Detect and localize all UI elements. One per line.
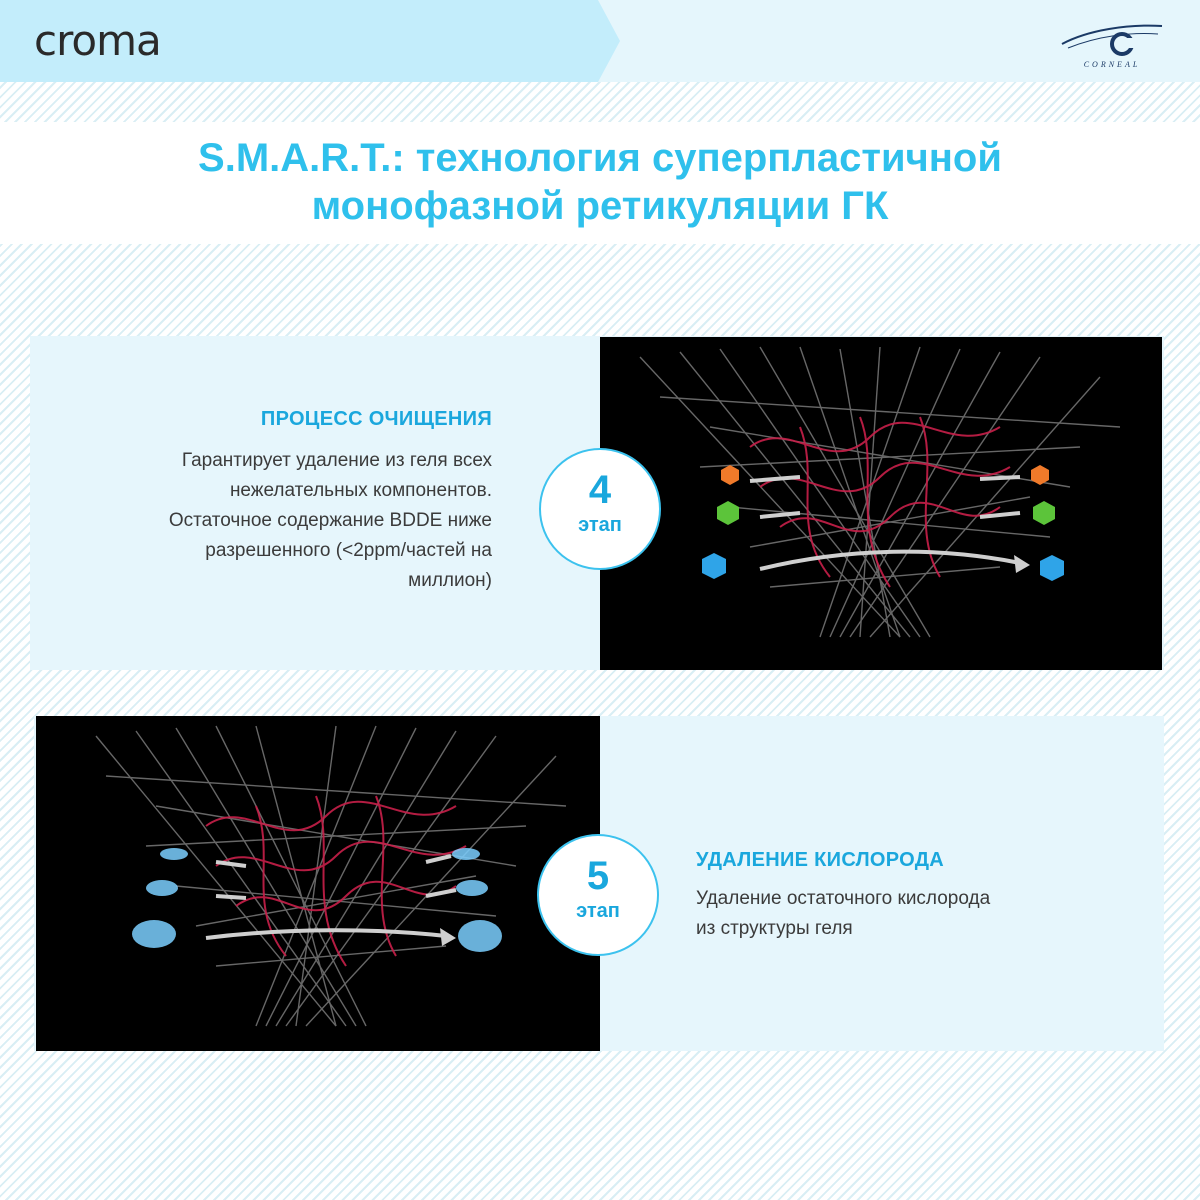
green-particle-left bbox=[717, 501, 739, 525]
blue-particle-right bbox=[1040, 555, 1064, 581]
corneal-logo[interactable] bbox=[1058, 12, 1166, 72]
arrowhead-3 bbox=[440, 928, 456, 946]
step-5-label: этап bbox=[576, 900, 620, 922]
arrow-right-1 bbox=[426, 856, 451, 862]
step-4-badge bbox=[539, 448, 661, 570]
arrow-left-2 bbox=[216, 896, 246, 898]
oxygen-right-1 bbox=[452, 848, 480, 860]
step-4-line-4: разрешенного (<2ppm/частей на bbox=[205, 540, 492, 561]
step-4-label: этап bbox=[578, 514, 622, 536]
oxygen-left-3 bbox=[132, 920, 176, 948]
mesh-graphic-4 bbox=[600, 337, 1162, 670]
arrow-left-1 bbox=[750, 477, 800, 481]
oxygen-removal-illustration bbox=[36, 716, 600, 1051]
green-particle-right bbox=[1033, 501, 1055, 525]
step-4-description bbox=[52, 446, 492, 596]
arrow-left-1 bbox=[216, 862, 246, 866]
page-title bbox=[0, 134, 1200, 230]
gray-mesh-strands bbox=[640, 347, 1120, 637]
step-5-number: 5 bbox=[586, 854, 610, 898]
step-4-heading: ПРОЦЕСС ОЧИЩЕНИЯ bbox=[260, 408, 492, 430]
step-5-heading: УДАЛЕНИЕ КИСЛОРОДА bbox=[696, 849, 945, 871]
corneal-mark-gap bbox=[1122, 38, 1134, 48]
title-line-2: монофазной ретикуляции ГК bbox=[311, 184, 889, 228]
step-4-line-2: нежелательных компонентов. bbox=[229, 480, 492, 501]
step-4-number: 4 bbox=[588, 468, 612, 512]
step-4-line-1: Гарантирует удаление из геля всех bbox=[181, 450, 492, 471]
arrow-left-2 bbox=[760, 513, 800, 517]
mesh-graphic-5 bbox=[36, 716, 600, 1051]
oxygen-left-1 bbox=[160, 848, 188, 860]
step-5-line-1: Удаление остаточного кислорода bbox=[696, 888, 991, 909]
step-4-line-5: миллион) bbox=[408, 570, 492, 591]
step-5-description bbox=[696, 884, 1116, 944]
oxygen-left-2 bbox=[146, 880, 178, 896]
blue-particle-left bbox=[702, 553, 726, 579]
orange-particle-right bbox=[1031, 465, 1049, 485]
step-5-badge bbox=[537, 834, 659, 956]
oxygen-right-3 bbox=[458, 920, 502, 952]
croma-logo[interactable]: croma bbox=[34, 16, 161, 65]
corneal-wordmark: CORNEAL bbox=[1083, 60, 1141, 69]
arrowhead-3 bbox=[1014, 555, 1030, 573]
arrow-double-3 bbox=[760, 552, 1020, 569]
oxygen-right-2 bbox=[456, 880, 488, 896]
step-4-line-3: Остаточное содержание BDDE ниже bbox=[168, 510, 492, 531]
title-line-1: S.M.A.R.T.: технология суперпластичной bbox=[198, 136, 1002, 180]
step-5-line-2: из структуры геля bbox=[696, 918, 853, 939]
gray-mesh-strands bbox=[96, 726, 566, 1026]
arrow-double-3 bbox=[206, 930, 446, 938]
arrow-right-1 bbox=[980, 477, 1020, 479]
purification-illustration bbox=[600, 337, 1162, 670]
orange-particle-left bbox=[721, 465, 739, 485]
